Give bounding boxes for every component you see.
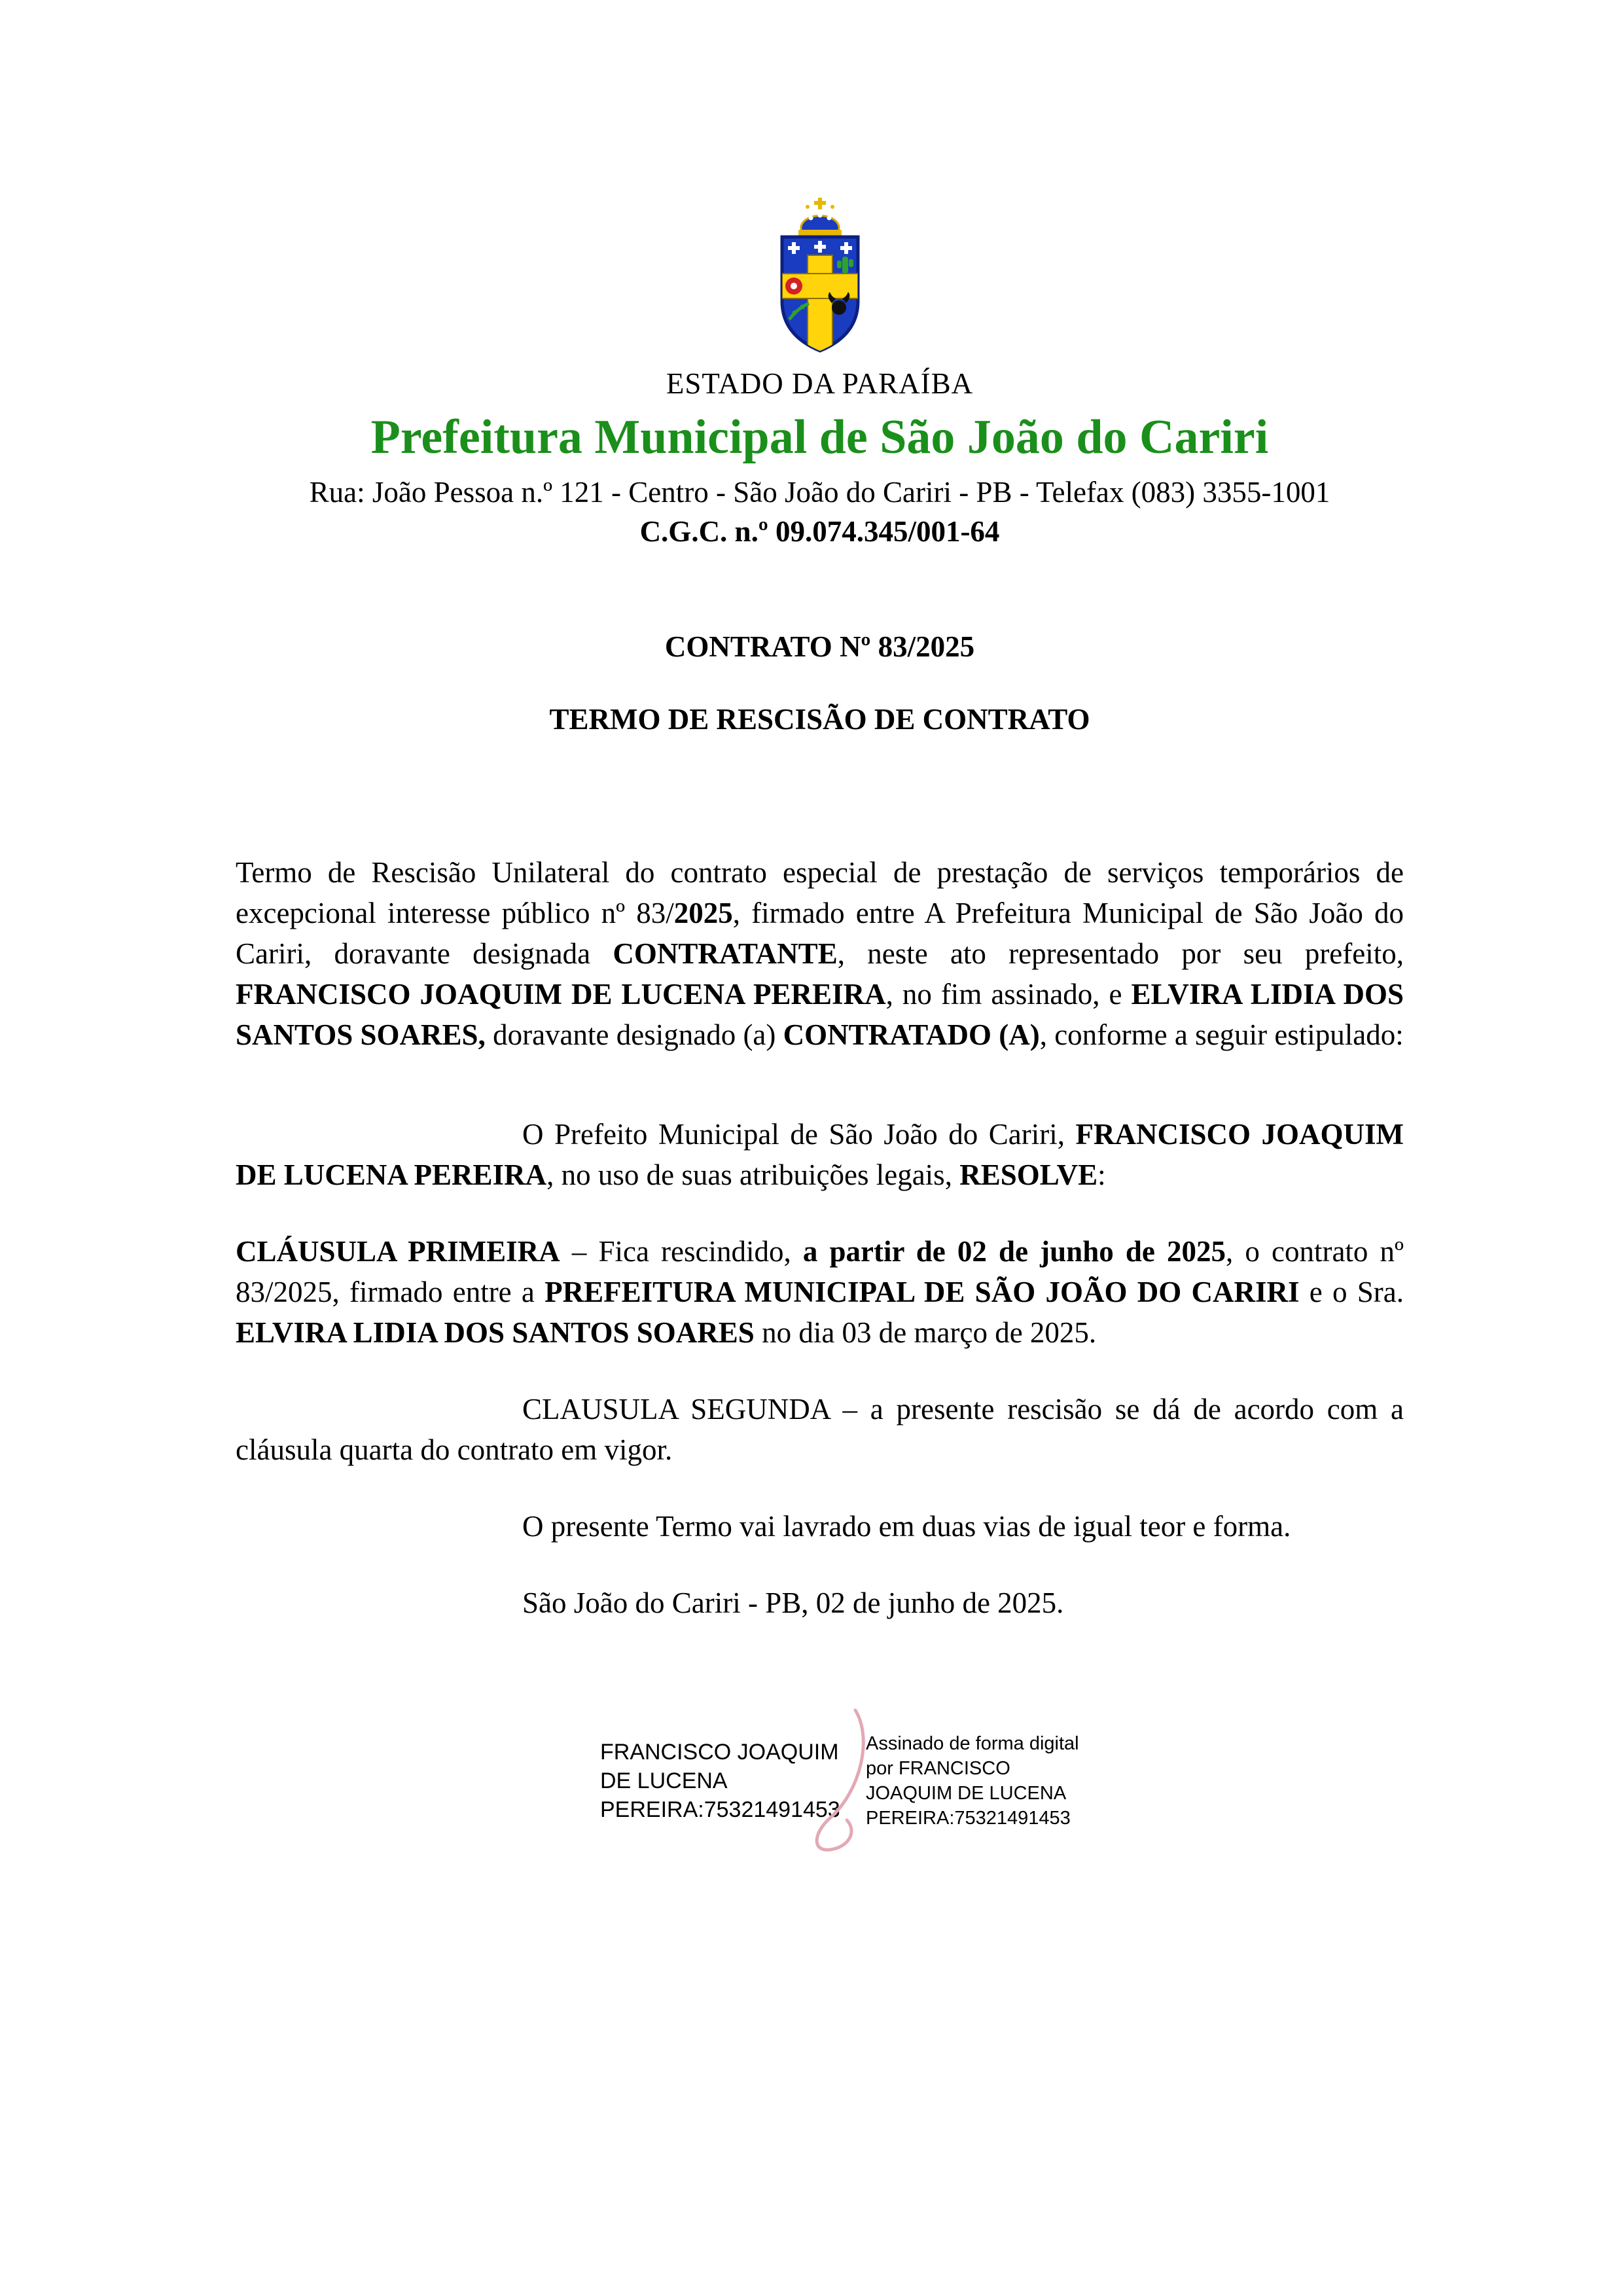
document-body: [236, 852, 1404, 1623]
municipality-title: Prefeitura Municipal de São João do Cariri: [370, 410, 1269, 464]
paragraph: O Prefeito Municipal de São João do Cariri, FRANCISCO JOAQUIM DE LUCENA PEREIRA, no uso de suas atribuições legais, RESOLVE:: [236, 1118, 1404, 1191]
signature-block: [600, 1731, 1404, 1831]
paragraph: CLAUSULA SEGUNDA – a presente rescisão se dá de acordo com a cláusula quarta do contrato em vigor.: [236, 1393, 1404, 1466]
address-line: Rua: João Pessoa n.º 121 - Centro - São João do Cariri - PB - Telefax (083) 3355-1001: [309, 476, 1330, 509]
paragraph: Termo de Rescisão Unilateral do contrato especial de prestação de serviços temporários de excepcional interesse público nº 83/2025, firmado entre A Prefeitura Municipal de São João do Cariri, doravante designada CONTRATANTE, neste ato representado por seu prefeito, FRANCISCO JOAQUIM DE LUCENA PEREIRA, no fim assinado, e ELVIRA LIDIA DOS SANTOS SOARES, doravante designado (a) CONTRATADO (A), conforme a seguir estipulado:: [236, 856, 1404, 1051]
paragraph: São João do Cariri - PB, 02 de junho de 2025.: [522, 1587, 1064, 1619]
cgc-line: C.G.C. n.º 09.074.345/001-64: [639, 515, 1000, 548]
state-title: ESTADO DA PARAÍBA: [666, 367, 974, 400]
paragraph: CLÁUSULA PRIMEIRA – Fica rescindido, a partir de 02 de junho de 2025, o contrato nº 83/2025, firmado entre a PREFEITURA MUNICIPAL DE SÃO JOÃO DO CARIRI e o Sra. ELVIRA LIDIA DOS SANTOS SOARES no dia 03 de março de 2025.: [236, 1235, 1404, 1349]
coat-of-arms-icon: [764, 196, 876, 353]
contract-title: CONTRATO Nº 83/2025: [664, 630, 975, 663]
digital-signature-name: FRANCISCO JOAQUIM DE LUCENA PEREIRA:75321491453: [600, 1740, 840, 1822]
document-subtitle: TERMO DE RESCISÃO DE CONTRATO: [549, 703, 1090, 736]
paragraph: O presente Termo vai lavrado em duas vias de igual teor e forma.: [522, 1510, 1291, 1543]
digital-signature-statement: Assinado de forma digital por FRANCISCO JOAQUIM DE LUCENA PEREIRA:75321491453: [866, 1733, 1079, 1829]
